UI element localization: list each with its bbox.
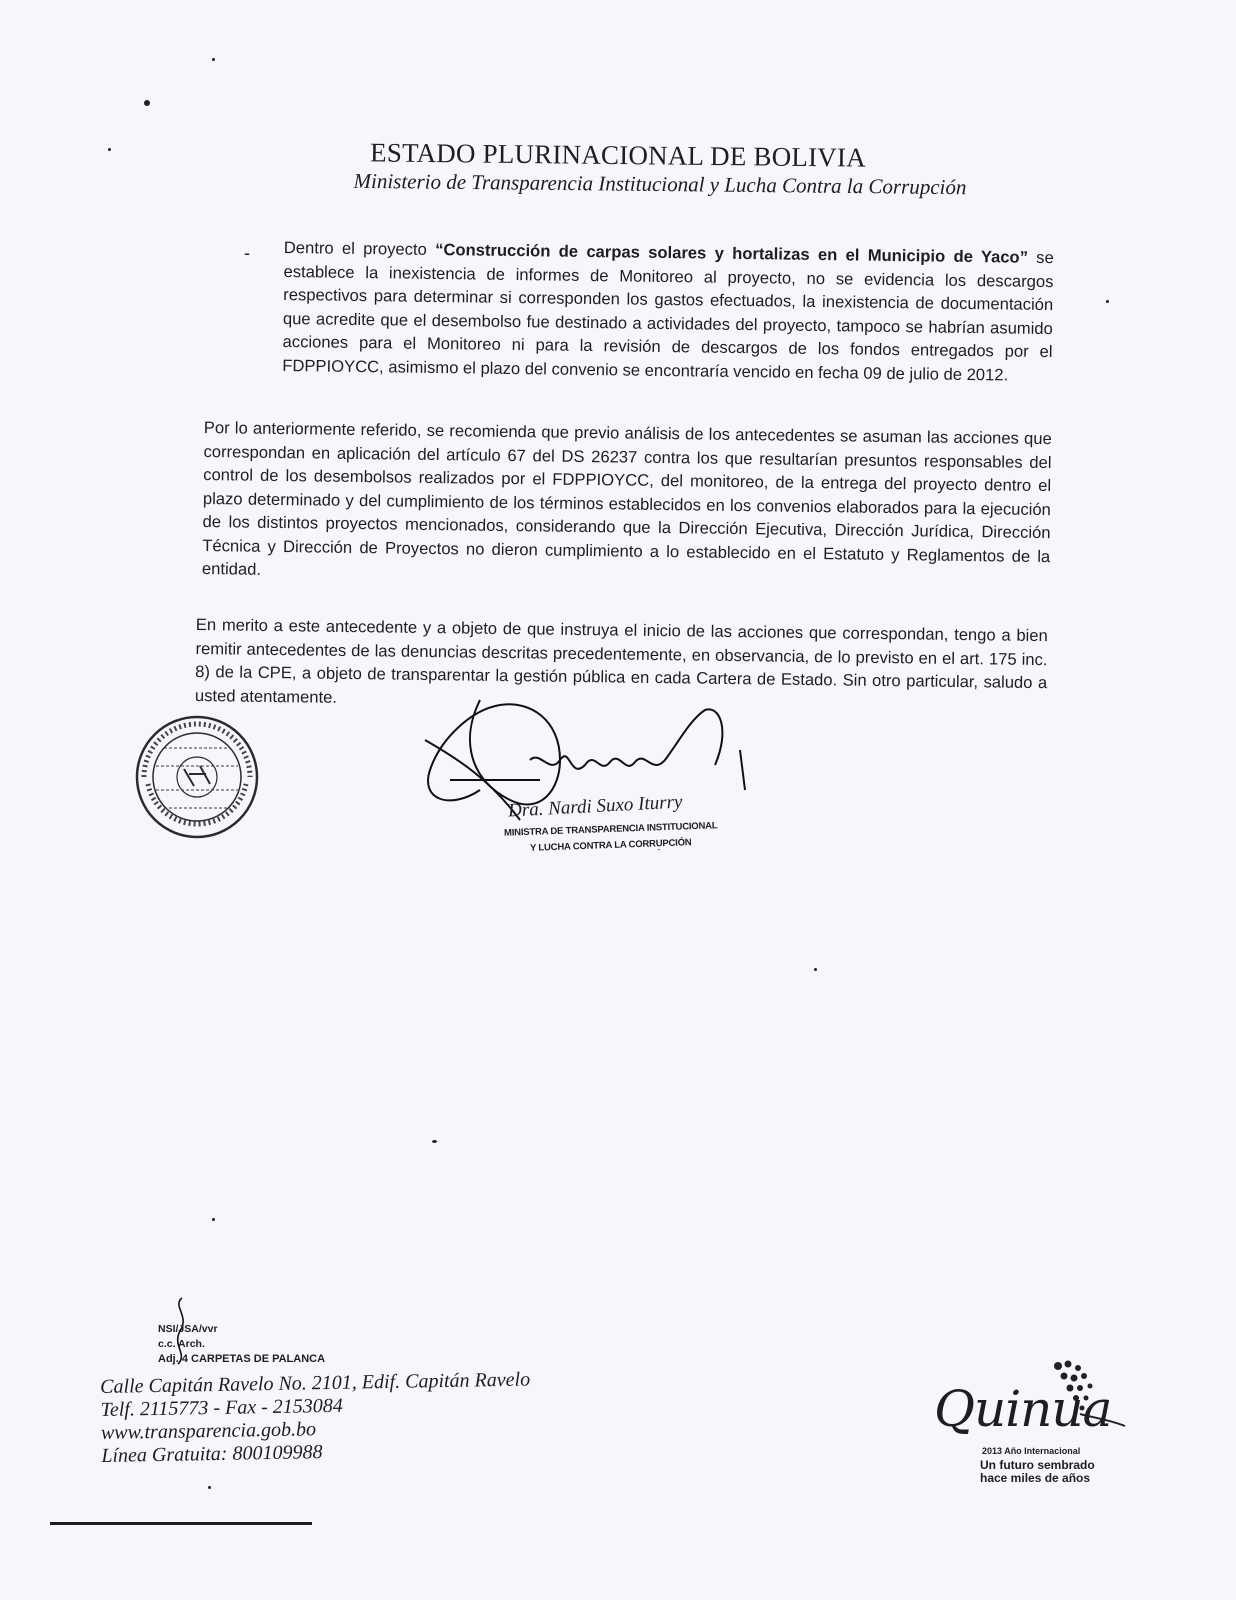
paragraph-1-intro: Dentro el proyecto (283, 237, 436, 259)
quinua-tagline-1: Un futuro sembrado (980, 1458, 1095, 1472)
bullet-marker: - (244, 243, 250, 263)
contact-phone: Telf. 2115773 - Fax - 2153084 (100, 1394, 343, 1421)
official-stamp (134, 714, 260, 840)
contact-block (100, 1368, 532, 1467)
contact-toll-free: Línea Gratuita: 800109988 (101, 1441, 323, 1467)
scan-speck (144, 100, 150, 106)
reference-block (158, 1322, 325, 1367)
quinua-tagline-2: hace miles de años (980, 1471, 1091, 1485)
paragraph-1 (282, 236, 1054, 387)
quinua-logo-word: Quinua (934, 1380, 1112, 1438)
contact-address: Calle Capitán Ravelo No. 2101, Edif. Capitán Ravelo (100, 1368, 531, 1398)
quinua-year-line: 2013 Año Internacional (982, 1446, 1081, 1456)
scan-speck (208, 1486, 211, 1489)
paragraph-3: En merito a este antecedente y a objeto de que instruya el inicio de las acciones que correspondan, tengo a bien remitir antecedentes de las denuncias descritas precedentemente, en observancia, de lo previsto en el art. 175 inc. 8) de la CPE, a objeto de transparentar la gestión pública en cada Cartera de Estado. Sin otro particular, saludo a usted atentamente. (194, 614, 1048, 707)
paragraph-2: Por lo anteriormente referido, se recomienda que previo análisis de los antecedentes se asuman las acciones que correspondan en aplicación del artículo 67 del DS 26237 contra los que resultarían presuntos responsables del control de los desembolsos realizados por el FDPPIOYCC, del monitoreo, de la entrega del proyecto dentro el plazo determinado y del cumplimiento de los términos establecidos en los convenios elaborados para la ejecución de los distintos proyectos mencionados, considerando que la Dirección Ejecutiva, Dirección Jurídica, Dirección Técnica y Dirección de Proyectos no dieron cumplimiento a lo establecido en el Estatuto y Reglamentos de la entidad. (201, 417, 1052, 579)
header-subtitle: Ministerio de Transparencia Institucional y Lucha Contra la Corrupción (353, 168, 967, 200)
scan-speck (1106, 300, 1109, 303)
contact-website: www.transparencia.gob.bo (100, 1418, 317, 1444)
project-name: “Construcción de carpas solares y hortalizas en el Municipio de Yaco” (435, 239, 1029, 267)
header-title: ESTADO PLURINACIONAL DE BOLIVIA (369, 137, 867, 173)
reference-cc: c.c. Arch. (158, 1338, 205, 1350)
scan-speck (212, 1218, 215, 1221)
paragraph-1-rest: se establece la inexistencia de informes de Monitoreo al proyecto, no se evidencia los descargos respectivos para determinar si corresponden los gastos efectuados, la inexistencia de documentación que acredite que el desembolso fue destinado a actividades del proyecto, tampoco se habrían asumido acciones para el Monitoreo ni para la revisión de descargos de los fondos entregados por el FDPPIOYCC, asimismo el plazo del convenio se encontraría vencido en fecha 09 de julio de 2012. (282, 247, 1054, 384)
reference-initials: NSI/JSA/vvr (158, 1323, 218, 1335)
reference-attachments: Adj. 4 CARPETAS DE PALANCA (158, 1353, 326, 1365)
scan-speck (432, 1140, 437, 1143)
scan-speck (108, 148, 111, 151)
scan-speck (212, 58, 215, 61)
signer-role-line-2: Y LUCHA CONTRA LA CORRUPCIÓN (529, 837, 692, 854)
scan-speck (814, 968, 817, 971)
signer-name: Dra. Nardi Suxo Iturry (507, 791, 683, 822)
signer-role-line-1: MINISTRA DE TRANSPARENCIA INSTITUCIONAL (503, 820, 718, 839)
footer-rule (50, 1522, 312, 1525)
